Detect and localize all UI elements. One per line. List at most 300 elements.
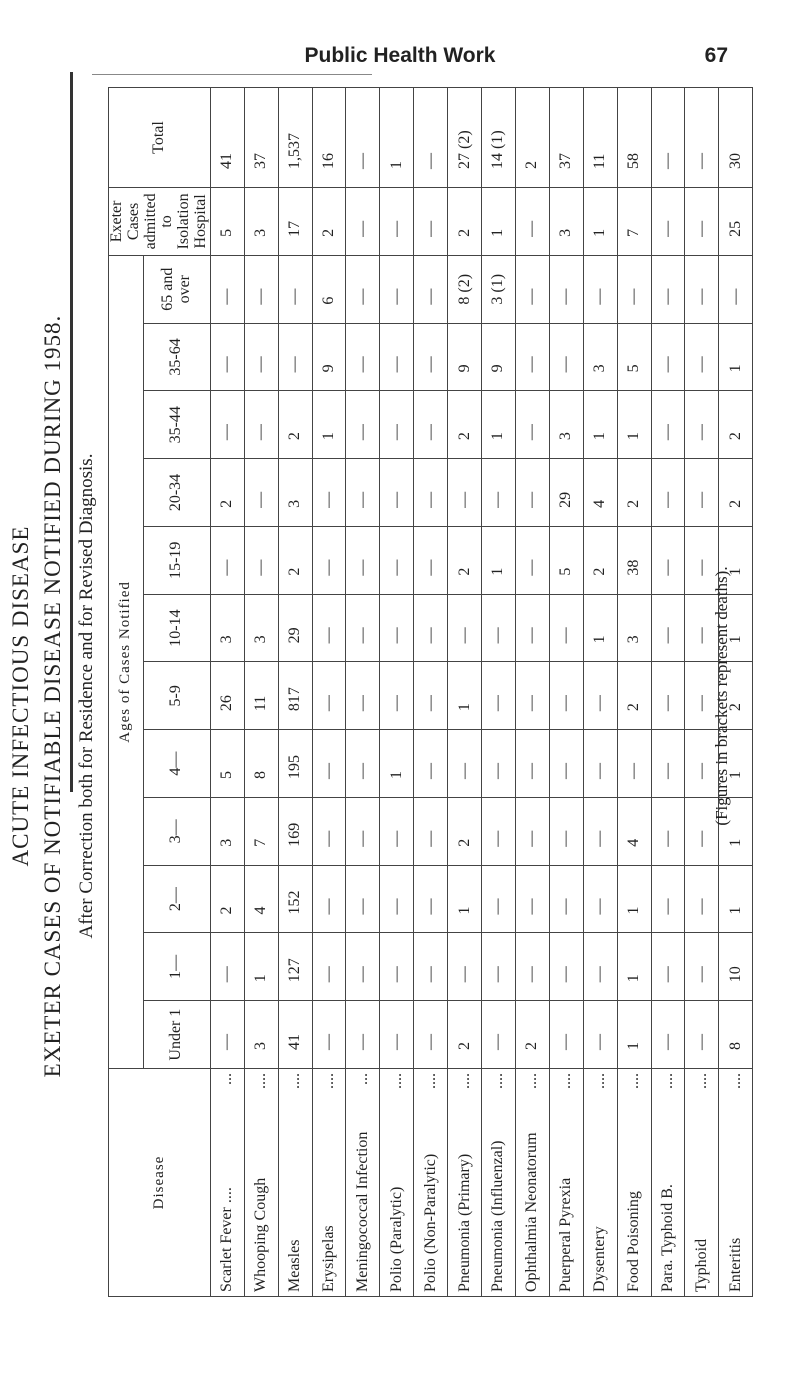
value-cell: —: [414, 391, 448, 459]
value-cell: —: [210, 526, 244, 594]
value-cell: —: [210, 933, 244, 1001]
disease-name-cell: [515, 1069, 549, 1297]
value-cell: —: [583, 662, 617, 730]
value-cell: —: [210, 1001, 244, 1069]
table-header-group-row: [109, 88, 144, 1297]
disease-name: Measles: [286, 1239, 304, 1292]
value-cell: —: [583, 255, 617, 323]
value-cell: —: [414, 526, 448, 594]
value-cell: —: [346, 323, 380, 391]
disease-name: Scarlet Fever ....: [218, 1187, 236, 1292]
leader-dots: ....: [421, 1073, 439, 1089]
value-cell: —: [346, 526, 380, 594]
value-cell: —: [278, 323, 312, 391]
value-cell: —: [685, 797, 719, 865]
value-cell: —: [244, 526, 278, 594]
value-cell: 5: [210, 188, 244, 256]
disease-name: Dysentery: [591, 1226, 609, 1292]
table-row: [312, 88, 346, 1297]
caption-line-3: After Correction both for Residence and for Revised Diagnosis.: [76, 453, 97, 939]
leader-dots: ....: [455, 1073, 473, 1089]
value-cell: 37: [549, 88, 583, 188]
value-cell: —: [651, 730, 685, 798]
value-cell: —: [210, 255, 244, 323]
value-cell: —: [482, 730, 516, 798]
column-header: 10-14: [143, 594, 210, 662]
value-cell: —: [414, 88, 448, 188]
table-row: [617, 88, 651, 1297]
value-cell: 3: [278, 459, 312, 527]
value-cell: 2: [448, 526, 482, 594]
value-cell: 2: [719, 391, 753, 459]
value-cell: 30: [719, 88, 753, 188]
table-row: [448, 88, 482, 1297]
value-cell: —: [244, 459, 278, 527]
value-cell: —: [651, 188, 685, 256]
value-cell: —: [312, 730, 346, 798]
value-cell: 1: [583, 594, 617, 662]
value-cell: 2: [583, 526, 617, 594]
value-cell: 1: [482, 188, 516, 256]
disease-name: Erysipelas: [319, 1225, 337, 1292]
value-cell: —: [651, 391, 685, 459]
value-cell: —: [346, 255, 380, 323]
value-cell: —: [515, 594, 549, 662]
value-cell: —: [549, 323, 583, 391]
value-cell: —: [651, 662, 685, 730]
column-header: 15-19: [143, 526, 210, 594]
value-cell: 5: [549, 526, 583, 594]
disease-name: Typhoid: [692, 1238, 710, 1292]
value-cell: —: [312, 933, 346, 1001]
leader-dots: ....: [591, 1073, 609, 1089]
value-cell: —: [482, 797, 516, 865]
value-cell: —: [482, 865, 516, 933]
disease-name-cell: [380, 1069, 414, 1297]
value-cell: —: [448, 933, 482, 1001]
value-cell: —: [414, 865, 448, 933]
leader-dots: ....: [692, 1073, 710, 1089]
table-row: [278, 88, 312, 1297]
value-cell: —: [549, 662, 583, 730]
value-cell: 4: [617, 797, 651, 865]
value-cell: 152: [278, 865, 312, 933]
value-cell: —: [346, 459, 380, 527]
value-cell: —: [380, 526, 414, 594]
value-cell: —: [346, 797, 380, 865]
value-cell: 2: [719, 662, 753, 730]
value-cell: —: [651, 88, 685, 188]
value-cell: —: [515, 730, 549, 798]
value-cell: —: [380, 459, 414, 527]
value-cell: 29: [549, 459, 583, 527]
value-cell: —: [380, 255, 414, 323]
value-cell: —: [346, 1001, 380, 1069]
value-cell: 2: [210, 865, 244, 933]
value-cell: —: [380, 865, 414, 933]
value-cell: 3: [210, 594, 244, 662]
value-cell: —: [549, 255, 583, 323]
value-cell: 1: [719, 594, 753, 662]
disease-name: Ophthalmia Neonatorum: [523, 1132, 541, 1292]
value-cell: —: [685, 594, 719, 662]
value-cell: —: [482, 594, 516, 662]
value-cell: —: [312, 594, 346, 662]
disease-name: Puerperal Pyrexia: [557, 1177, 575, 1292]
value-cell: —: [515, 255, 549, 323]
value-cell: 5: [617, 323, 651, 391]
value-cell: 10: [719, 933, 753, 1001]
value-cell: 5: [210, 730, 244, 798]
value-cell: 9: [448, 323, 482, 391]
value-cell: 1: [244, 933, 278, 1001]
value-cell: —: [651, 323, 685, 391]
value-cell: —: [685, 662, 719, 730]
value-cell: —: [346, 88, 380, 188]
value-cell: —: [346, 391, 380, 459]
value-cell: —: [380, 391, 414, 459]
value-cell: 127: [278, 933, 312, 1001]
value-cell: 25: [719, 188, 753, 256]
value-cell: 1: [617, 933, 651, 1001]
caption-line-2: EXETER CASES OF NOTIFIABLE DISEASE NOTIFIED DURING 1958.: [40, 314, 65, 1078]
value-cell: —: [685, 865, 719, 933]
value-cell: —: [617, 255, 651, 323]
value-cell: 1: [719, 730, 753, 798]
value-cell: 3: [617, 594, 651, 662]
value-cell: —: [685, 933, 719, 1001]
value-cell: 41: [210, 88, 244, 188]
value-cell: —: [515, 933, 549, 1001]
value-cell: 2: [278, 391, 312, 459]
column-header: 20-34: [143, 459, 210, 527]
value-cell: —: [414, 594, 448, 662]
footnote: (Figures in brackets represent deaths).: [712, 566, 731, 826]
table-row: [346, 88, 380, 1297]
value-cell: —: [448, 730, 482, 798]
value-cell: 7: [617, 188, 651, 256]
value-cell: 26: [210, 662, 244, 730]
value-cell: 2: [448, 797, 482, 865]
table-row: [380, 88, 414, 1297]
disease-name-cell: [617, 1069, 651, 1297]
column-header-isolation: Exeter Cases admitted to Isolation Hospital: [109, 188, 211, 256]
value-cell: 2: [210, 459, 244, 527]
value-cell: 1: [617, 391, 651, 459]
ages-group-header: [109, 255, 144, 1068]
disease-name: Para. Typhoid B.: [659, 1184, 677, 1292]
disease-name-cell: [312, 1069, 346, 1297]
leader-dots: ....: [252, 1073, 270, 1089]
value-cell: —: [651, 526, 685, 594]
disease-name-cell: [482, 1069, 516, 1297]
disease-name: Polio (Paralytic): [387, 1186, 405, 1292]
value-cell: —: [482, 1001, 516, 1069]
value-cell: —: [380, 1001, 414, 1069]
value-cell: —: [482, 933, 516, 1001]
value-cell: —: [583, 933, 617, 1001]
disease-name-cell: [583, 1069, 617, 1297]
value-cell: —: [482, 459, 516, 527]
disease-name: Enteritis: [726, 1237, 744, 1292]
value-cell: 1: [380, 730, 414, 798]
value-cell: 2: [312, 188, 346, 256]
value-cell: 29: [278, 594, 312, 662]
value-cell: 11: [583, 88, 617, 188]
value-cell: —: [312, 797, 346, 865]
value-cell: 3: [244, 1001, 278, 1069]
leader-dots: ....: [489, 1073, 507, 1089]
value-cell: 2: [617, 459, 651, 527]
value-cell: 58: [617, 88, 651, 188]
value-cell: 9: [312, 323, 346, 391]
value-cell: 2: [278, 526, 312, 594]
value-cell: —: [685, 730, 719, 798]
value-cell: —: [617, 730, 651, 798]
caption-rule: [70, 72, 73, 792]
disease-name-cell: [448, 1069, 482, 1297]
column-header-total: Total: [109, 88, 211, 188]
value-cell: —: [312, 1001, 346, 1069]
value-cell: 2: [515, 88, 549, 188]
value-cell: —: [312, 662, 346, 730]
value-cell: 1: [617, 865, 651, 933]
value-cell: 2: [515, 1001, 549, 1069]
value-cell: 8 (2): [448, 255, 482, 323]
value-cell: —: [414, 730, 448, 798]
value-cell: —: [515, 188, 549, 256]
disease-name-cell: [244, 1069, 278, 1297]
value-cell: 2: [719, 459, 753, 527]
value-cell: —: [515, 459, 549, 527]
table-row: [244, 88, 278, 1297]
leader-dots: ....: [625, 1073, 643, 1089]
column-header: 4—: [143, 730, 210, 798]
value-cell: —: [685, 255, 719, 323]
page-number: 67: [704, 44, 728, 67]
disease-name-cell: [414, 1069, 448, 1297]
value-cell: —: [312, 459, 346, 527]
value-cell: —: [549, 594, 583, 662]
disease-column-header: [109, 1069, 211, 1297]
value-cell: 17: [278, 188, 312, 256]
value-cell: —: [414, 459, 448, 527]
ages-header-label: Ages of Cases Notified: [117, 581, 134, 743]
table-row: [549, 88, 583, 1297]
value-cell: —: [346, 188, 380, 256]
value-cell: —: [685, 188, 719, 256]
value-cell: —: [651, 797, 685, 865]
value-cell: 3: [583, 323, 617, 391]
value-cell: 1: [719, 526, 753, 594]
value-cell: 3: [244, 594, 278, 662]
value-cell: 11: [244, 662, 278, 730]
value-cell: —: [380, 323, 414, 391]
value-cell: —: [210, 323, 244, 391]
value-cell: —: [549, 797, 583, 865]
value-cell: 1: [482, 391, 516, 459]
column-header: 1—: [143, 933, 210, 1001]
value-cell: —: [651, 594, 685, 662]
value-cell: 1: [448, 865, 482, 933]
value-cell: —: [549, 933, 583, 1001]
value-cell: —: [685, 1001, 719, 1069]
value-cell: —: [515, 526, 549, 594]
table-body: [210, 88, 753, 1297]
column-header: 5-9: [143, 662, 210, 730]
value-cell: —: [651, 933, 685, 1001]
table-row: [414, 88, 448, 1297]
value-cell: 38: [617, 526, 651, 594]
disease-name: Whooping Cough: [252, 1177, 270, 1292]
table-row: [515, 88, 549, 1297]
value-cell: —: [414, 1001, 448, 1069]
value-cell: —: [346, 865, 380, 933]
value-cell: 195: [278, 730, 312, 798]
value-cell: —: [414, 797, 448, 865]
value-cell: 1: [448, 662, 482, 730]
value-cell: 1,537: [278, 88, 312, 188]
leader-dots: ....: [557, 1073, 575, 1089]
value-cell: 41: [278, 1001, 312, 1069]
value-cell: —: [380, 594, 414, 662]
disease-header-label: Disease: [150, 1155, 167, 1210]
leader-dots: ...: [353, 1073, 371, 1085]
disease-name: Food Poisoning: [625, 1191, 643, 1292]
value-cell: —: [515, 662, 549, 730]
value-cell: 2: [448, 1001, 482, 1069]
value-cell: 169: [278, 797, 312, 865]
value-cell: —: [583, 797, 617, 865]
value-cell: 1: [482, 526, 516, 594]
table-row: [583, 88, 617, 1297]
running-title: Public Health Work: [304, 44, 496, 67]
value-cell: —: [651, 1001, 685, 1069]
value-cell: 3: [549, 188, 583, 256]
value-cell: —: [549, 730, 583, 798]
value-cell: —: [414, 662, 448, 730]
value-cell: —: [244, 323, 278, 391]
value-cell: —: [414, 188, 448, 256]
value-cell: 8: [719, 1001, 753, 1069]
value-cell: —: [414, 933, 448, 1001]
disease-table: [108, 87, 753, 1297]
value-cell: —: [346, 662, 380, 730]
caption-line-1: ACUTE INFECTIOUS DISEASE: [8, 525, 33, 867]
column-header: 65 and over: [143, 255, 210, 323]
value-cell: —: [414, 255, 448, 323]
value-cell: —: [651, 459, 685, 527]
value-cell: —: [685, 323, 719, 391]
leader-dots: ....: [387, 1073, 405, 1089]
value-cell: —: [210, 391, 244, 459]
value-cell: 7: [244, 797, 278, 865]
value-cell: 16: [312, 88, 346, 188]
value-cell: —: [549, 1001, 583, 1069]
value-cell: 37: [244, 88, 278, 188]
leader-dots: ...: [218, 1073, 236, 1085]
value-cell: 3: [210, 797, 244, 865]
value-cell: —: [346, 594, 380, 662]
value-cell: 1: [719, 865, 753, 933]
column-header: 35-64: [143, 323, 210, 391]
value-cell: —: [346, 933, 380, 1001]
value-cell: —: [515, 391, 549, 459]
value-cell: —: [482, 662, 516, 730]
value-cell: —: [346, 730, 380, 798]
value-cell: 1: [312, 391, 346, 459]
value-cell: —: [312, 865, 346, 933]
value-cell: —: [719, 255, 753, 323]
value-cell: 2: [448, 188, 482, 256]
value-cell: 1: [719, 797, 753, 865]
value-cell: 3: [549, 391, 583, 459]
value-cell: —: [685, 459, 719, 527]
value-cell: —: [380, 933, 414, 1001]
value-cell: —: [583, 730, 617, 798]
value-cell: —: [244, 255, 278, 323]
value-cell: 1: [380, 88, 414, 188]
value-cell: 1: [617, 1001, 651, 1069]
column-header: 35-44: [143, 391, 210, 459]
value-cell: —: [380, 797, 414, 865]
leader-dots: ....: [286, 1073, 304, 1089]
disease-name: Meningococcal Infection: [353, 1131, 371, 1292]
value-cell: 3 (1): [482, 255, 516, 323]
column-header: 2—: [143, 865, 210, 933]
value-cell: —: [448, 459, 482, 527]
value-cell: —: [685, 526, 719, 594]
disease-name-cell: [346, 1069, 380, 1297]
column-header: 3—: [143, 797, 210, 865]
value-cell: —: [312, 526, 346, 594]
value-cell: 8: [244, 730, 278, 798]
value-cell: —: [583, 865, 617, 933]
value-cell: —: [380, 662, 414, 730]
table-row: [482, 88, 516, 1297]
value-cell: —: [414, 323, 448, 391]
disease-name: Polio (Non-Paralytic): [421, 1153, 439, 1292]
value-cell: 1: [719, 323, 753, 391]
value-cell: —: [583, 1001, 617, 1069]
value-cell: 2: [448, 391, 482, 459]
value-cell: —: [515, 797, 549, 865]
value-cell: —: [685, 88, 719, 188]
value-cell: —: [685, 391, 719, 459]
value-cell: 1: [583, 391, 617, 459]
value-cell: —: [515, 323, 549, 391]
disease-name-cell: [549, 1069, 583, 1297]
value-cell: 6: [312, 255, 346, 323]
value-cell: —: [651, 865, 685, 933]
value-cell: —: [278, 255, 312, 323]
value-cell: 27 (2): [448, 88, 482, 188]
value-cell: 9: [482, 323, 516, 391]
value-cell: —: [380, 188, 414, 256]
value-cell: —: [651, 255, 685, 323]
value-cell: 4: [583, 459, 617, 527]
value-cell: 2: [617, 662, 651, 730]
value-cell: 4: [244, 865, 278, 933]
column-header: Under 1: [143, 1001, 210, 1069]
leader-dots: ....: [523, 1073, 541, 1089]
disease-name-cell: [210, 1069, 244, 1297]
disease-name: Pneumonia (Primary): [455, 1153, 473, 1292]
value-cell: 817: [278, 662, 312, 730]
leader-dots: ....: [319, 1073, 337, 1089]
value-cell: 1: [583, 188, 617, 256]
disease-name: Pneumonia (Influenzal): [489, 1140, 507, 1292]
